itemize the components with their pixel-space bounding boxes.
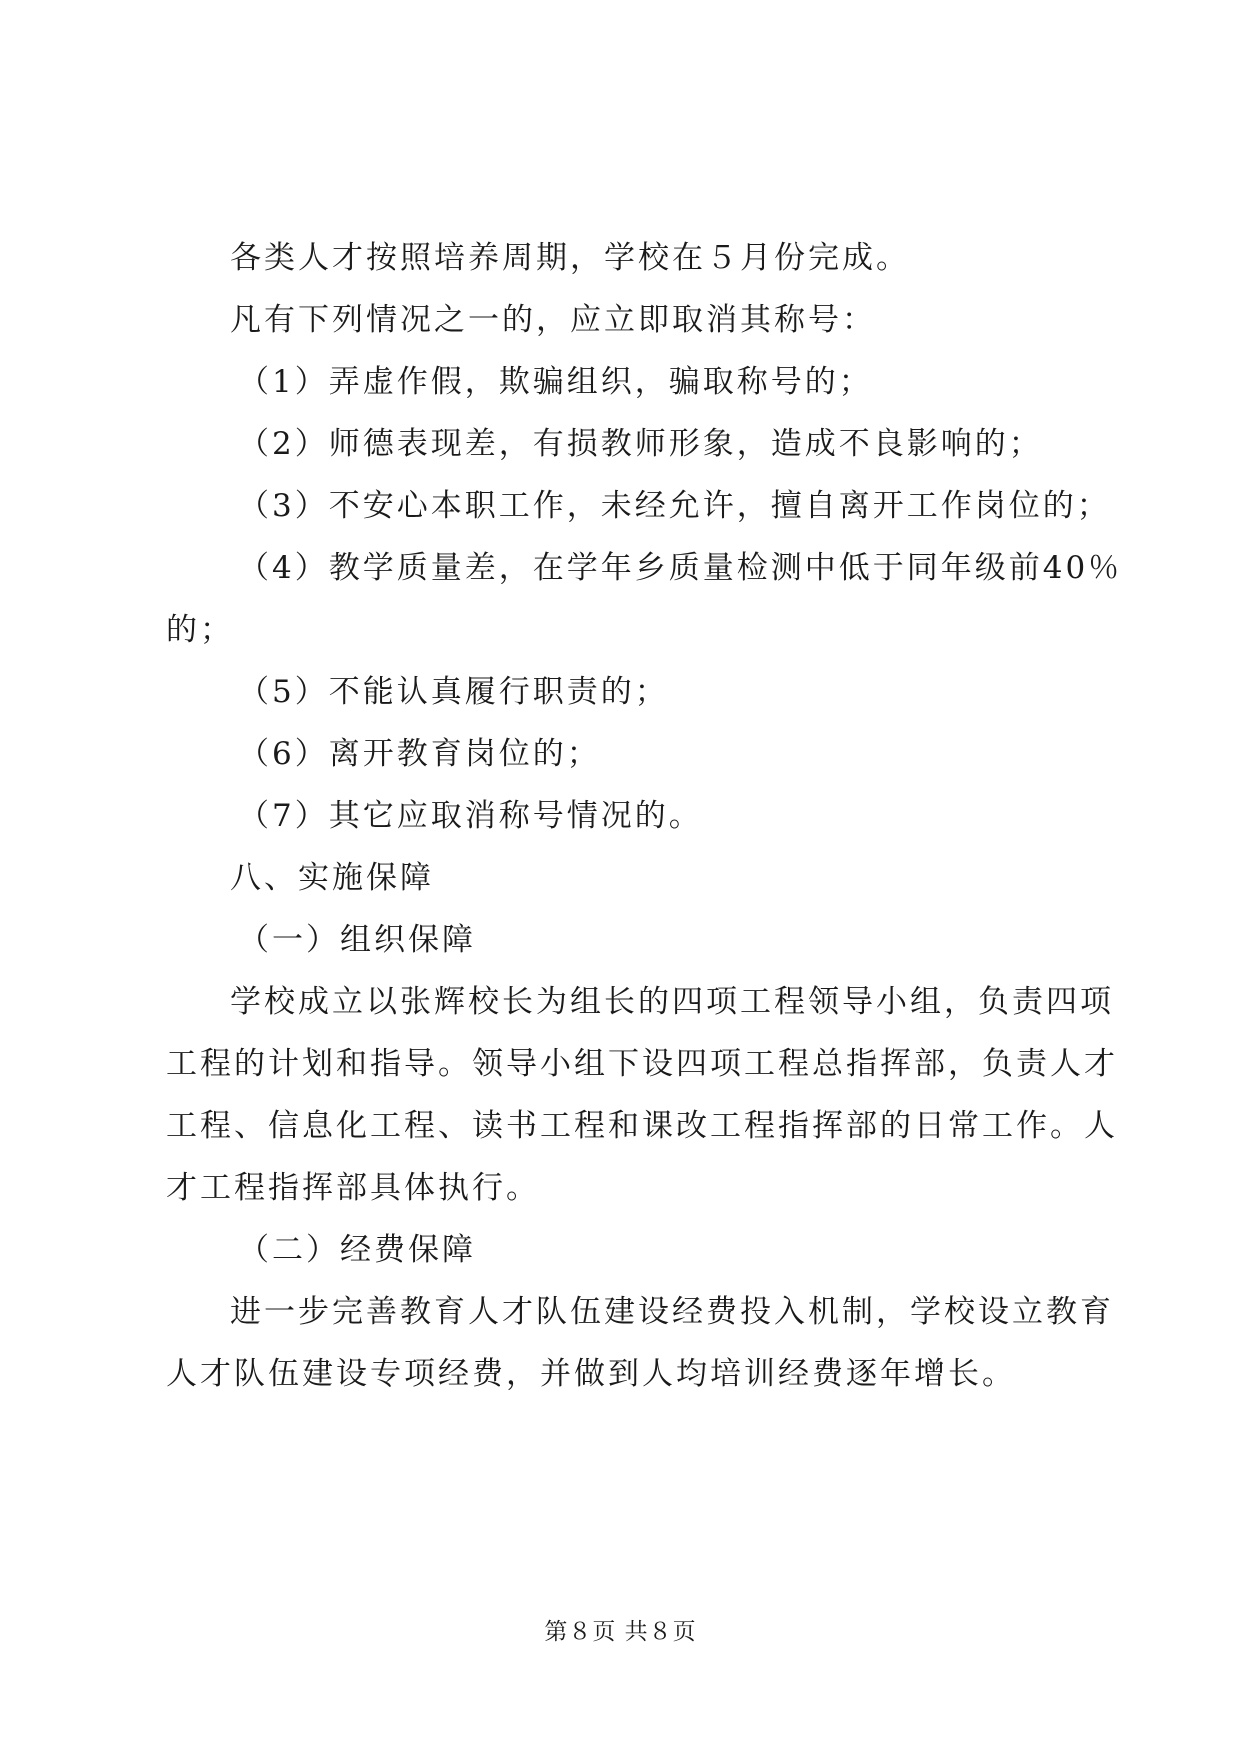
condition-item-6: （6）离开教育岗位的；: [238, 736, 601, 772]
subsection-heading-organization: （一）组织保障: [238, 922, 476, 958]
condition-item-4: （4）教学质量差，在学年乡质量检测中低于同年级前40％的；: [166, 550, 1123, 648]
page-number-footer: 第８页 共８页: [544, 1619, 697, 1645]
condition-item-5: （5）不能认真履行职责的；: [238, 674, 669, 710]
document-body: [166, 227, 1126, 1405]
paragraph-training-cycle: 各类人才按照培养周期，学校在５月份完成。: [230, 240, 910, 276]
condition-item-3: （3）不安心本职工作，未经允许，擅自离开工作岗位的；: [238, 488, 1111, 524]
section-heading-implementation: 八、实施保障: [230, 860, 434, 896]
paragraph-funding: 进一步完善教育人才队伍建设经费投入机制，学校设立教育人才队伍建设专项经费，并做到人均培训经费逐年增长。: [166, 1294, 1114, 1392]
condition-item-1: （1）弄虚作假，欺骗组织，骗取称号的；: [238, 364, 873, 400]
condition-item-7: （7）其它应取消称号情况的。: [238, 798, 703, 834]
subsection-heading-funding: （二）经费保障: [238, 1232, 476, 1268]
condition-item-2: （2）师德表现差，有损教师形象，造成不良影响的；: [238, 426, 1043, 462]
paragraph-revocation-conditions: 凡有下列情况之一的，应立即取消其称号：: [230, 302, 876, 338]
paragraph-organization: 学校成立以张辉校长为组长的四项工程领导小组，负责四项工程的计划和指导。领导小组下设四项工程总指挥部，负责人才工程、信息化工程、读书工程和课改工程指挥部的日常工作。人才工程指挥部具体执行。: [166, 984, 1118, 1206]
